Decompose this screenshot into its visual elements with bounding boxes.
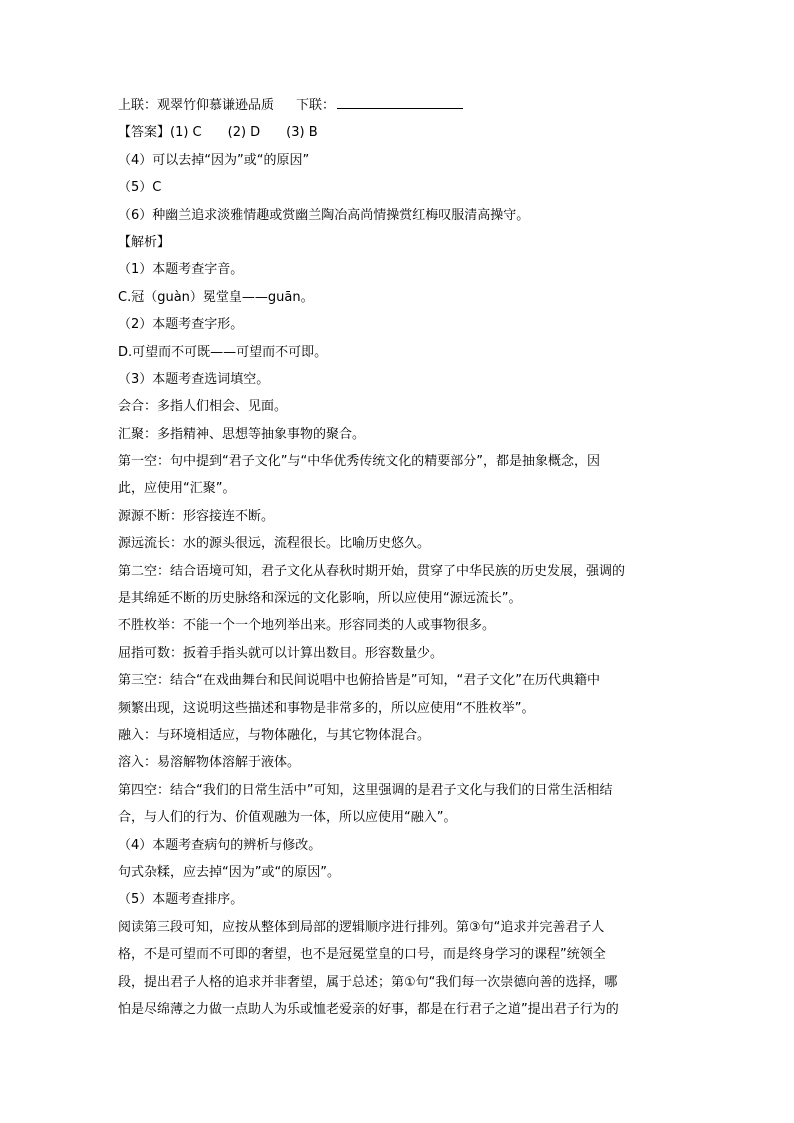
analysis-line: 是其绵延不断的历史脉络和深远的文化影响，所以应使用“源远流长”。 bbox=[118, 591, 522, 607]
answer-heading: 【答案】(1) C (2) D (3) B bbox=[118, 125, 318, 141]
answer-6: （6）种幽兰追求淡雅情趣或赏幽兰陶冶高尚情操赏红梅叹服清高操守。 bbox=[118, 207, 530, 223]
analysis-line: （4）本题考查病句的辨析与修改。 bbox=[118, 837, 322, 853]
analysis-line: 第二空：结合语境可知，君子文化从春秋时期开始，贯穿了中华民族的历史发展，强调的 bbox=[118, 563, 626, 579]
analysis-line: 源源不断：形容接连不断。 bbox=[118, 508, 275, 524]
analysis-heading: 【解析】 bbox=[118, 234, 171, 250]
analysis-line: 合，与人们的行为、价值观融为一体，所以应使用“融入”。 bbox=[118, 810, 457, 826]
analysis-body bbox=[118, 256, 678, 1023]
answer-5: （5）C bbox=[118, 180, 162, 196]
analysis-line: 屈指可数：扳着手指头就可以计算出数目。形容数量少。 bbox=[118, 645, 444, 661]
analysis-line: 第四空：结合“我们的日常生活中”可知，这里强调的是君子文化与我们的日常生活相结 bbox=[118, 782, 613, 798]
analysis-line: （1）本题考查字音。 bbox=[118, 262, 244, 278]
analysis-line: （5）本题考查排序。 bbox=[118, 892, 244, 908]
analysis-line: （2）本题考查字形。 bbox=[118, 317, 244, 333]
analysis-line: 会合：多指人们相会、见面。 bbox=[118, 399, 288, 415]
analysis-line: 汇聚：多指精神、思想等抽象事物的聚合。 bbox=[118, 426, 366, 442]
analysis-line: D.可望而不可既——可望而不可即。 bbox=[118, 344, 328, 360]
analysis-line: 句式杂糅，应去掉“因为”或“的原因”。 bbox=[118, 864, 340, 880]
analysis-line: C.冠（guàn）冕堂皇——guān。 bbox=[118, 289, 314, 305]
upper-couplet: 上联：观翠竹仰慕谦逊品质 bbox=[118, 98, 275, 113]
analysis-line: 怕是尽绵薄之力做一点助人为乐或恤老爱亲的好事，都是在行君子之道”提出君子行为的 bbox=[118, 1001, 619, 1017]
answer-4: （4）可以去掉“因为”或“的原因” bbox=[118, 152, 310, 168]
analysis-line: 此，应使用“汇聚”。 bbox=[118, 481, 236, 497]
analysis-line: 阅读第三段可知，应按从整体到局部的逻辑顺序进行排列。第③句“追求并完善君子人 bbox=[118, 919, 605, 935]
analysis-line: 源远流长：水的源头很远，流程很长。比喻历史悠久。 bbox=[118, 536, 431, 552]
analysis-line: 段，提出君子人格的追求并非奢望，属于总述；第①句“我们每一次崇德向善的选择，哪 bbox=[118, 974, 618, 990]
couplet-line bbox=[118, 92, 678, 119]
document-page bbox=[118, 92, 678, 1023]
analysis-line: 格，不是可望而不可即的奢望，也不是冠冕堂皇的口号，而是终身学习的课程”统领全 bbox=[118, 947, 606, 963]
analysis-line: 第三空：结合“在戏曲舞台和民间说唱中也俯拾皆是”可知，“君子文化”在历代典籍中 bbox=[118, 673, 600, 689]
analysis-line: 第一空：句中提到“君子文化”与“中华优秀传统文化的精要部分”，都是抽象概念，因 bbox=[118, 454, 600, 470]
analysis-line: （3）本题考查选词填空。 bbox=[118, 371, 270, 387]
analysis-line: 溶入：易溶解物体溶解于液体。 bbox=[118, 755, 301, 771]
analysis-line: 融入：与环境相适应，与物体融化，与其它物体混合。 bbox=[118, 727, 431, 743]
analysis-line: 不胜枚举：不能一个一个地列举出来。形容同类的人或事物很多。 bbox=[118, 618, 496, 634]
lower-couplet-label: 下联： bbox=[296, 98, 336, 113]
lower-couplet-blank bbox=[337, 95, 463, 109]
analysis-line: 频繁出现，这说明这些描述和事物是非常多的，所以应使用“不胜枚举”。 bbox=[118, 700, 535, 716]
